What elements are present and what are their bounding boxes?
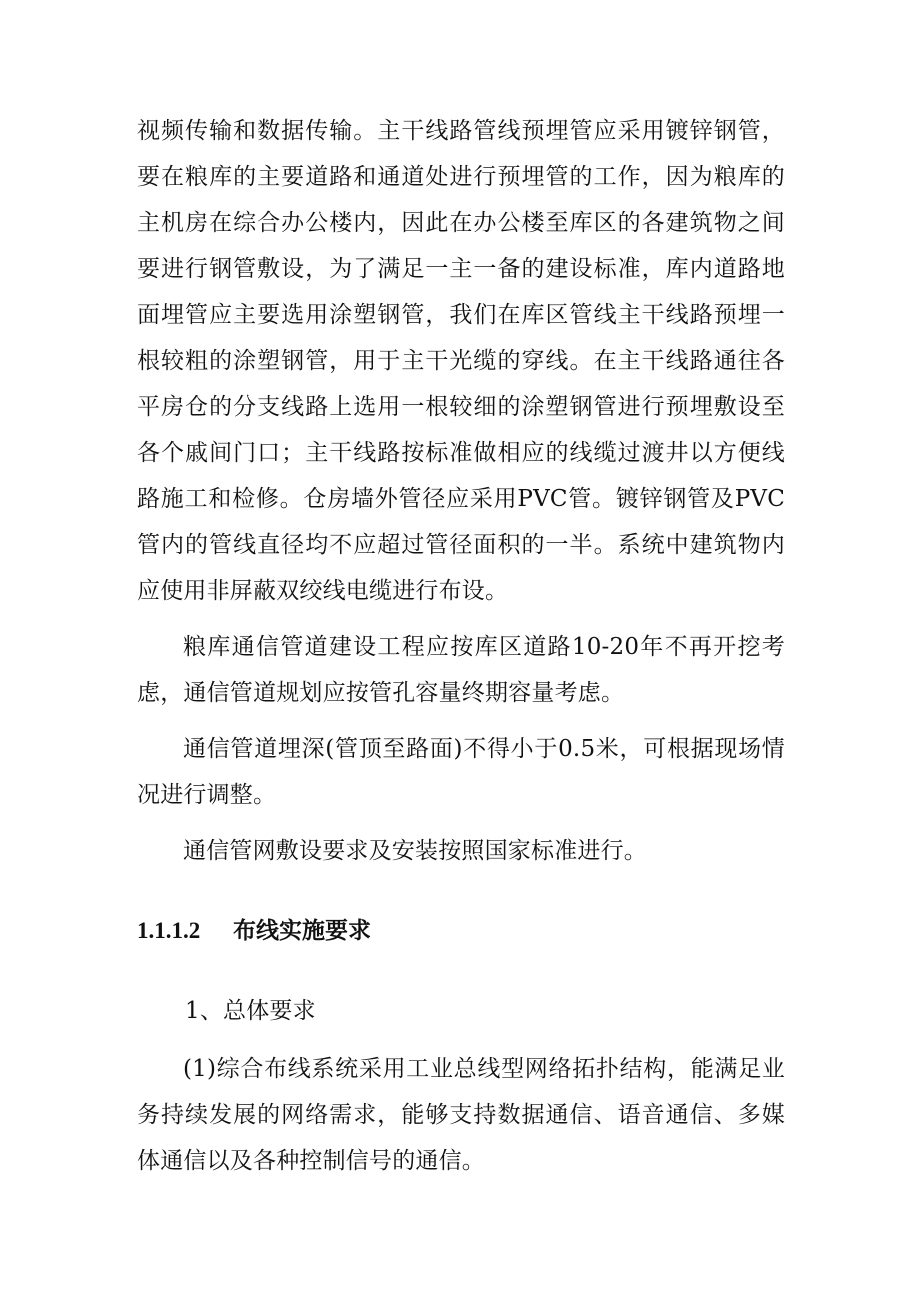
- paragraph-burial-depth: 通信管道埋深(管顶至路面)不得小于0.5米，可根据现场情况进行调整。: [137, 736, 785, 808]
- paragraph-pipeline-planning: 粮库通信管道建设工程应按库区道路10-20年不再开挖考虑，通信管道规划应按管孔容量终期容量考虑。: [137, 634, 785, 706]
- document-body: [137, 108, 785, 1184]
- paragraph-conduit-laying: 视频传输和数据传输。主干线路管线预埋管应采用镀锌钢管，要在粮库的主要道路和通道处进行预埋管的工作，因为粮库的主机房在综合办公楼内，因此在办公楼至库区的各建筑物之间要进行钢管敷设，为了满足一主一备的建设标准，库内道路地面埋管应主要选用涂塑钢管，我们在库区管线主干线路预埋一根较粗的涂塑钢管，用于主干光缆的穿线。在主干线路通往各平房仓的分支线路上选用一根较细的涂塑钢管进行预埋敷设至各个戚间门口；主干线路按标准做相应的线缆过渡井以方便线路施工和检修。仓房墙外管径应采用PVC管。镀锌钢管及PVC管内的管线直径均不应超过管径面积的一半。系统中建筑物内应使用非屏蔽双绞线电缆进行布设。: [137, 118, 785, 604]
- section-number: 1.1.1.2: [137, 918, 201, 943]
- section-title: 布线实施要求: [233, 918, 371, 944]
- subsection-title: 1、总体要求: [185, 998, 316, 1024]
- paragraph-national-standard: 通信管网敷设要求及安装按照国家标准进行。: [183, 838, 647, 864]
- section-heading: [137, 908, 785, 954]
- requirement-item-1: (1)综合布线系统采用工业总线型网络拓扑结构，能满足业务持续发展的网络需求，能够支持数据通信、语音通信、多媒体通信以及各种控制信号的通信。: [137, 1056, 785, 1174]
